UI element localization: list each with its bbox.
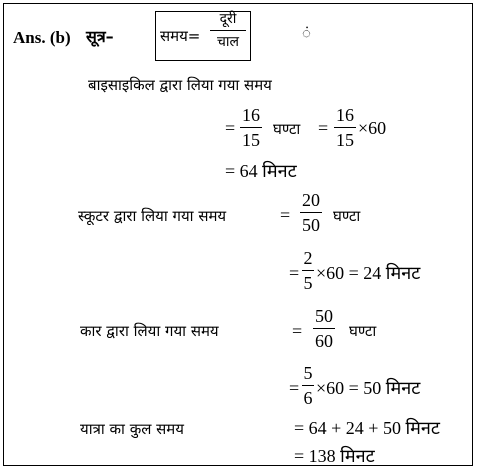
equals-sign: = — [225, 118, 236, 138]
stray-mark: ं — [302, 24, 311, 42]
car-time-label: कार द्वारा लिया गया समय — [80, 322, 219, 340]
scooter-fraction-2 — [302, 248, 314, 293]
total-sum: = 64 + 24 + 50 मिनट — [294, 418, 440, 438]
equals-sign: = — [289, 378, 300, 398]
equals-sign: = — [280, 205, 291, 225]
fraction-bar — [302, 385, 314, 386]
bicycle-time-label: बाइसाइकिल द्वारा लिया गया समय — [88, 76, 272, 94]
numerator: 20 — [302, 190, 320, 210]
total-time-label: यात्रा का कुल समय — [80, 420, 184, 438]
numerator: 16 — [336, 105, 354, 125]
fraction-bar — [300, 212, 322, 213]
bicycle-result: = 64 मिनट — [225, 161, 297, 181]
scooter-result: ×60 = 24 मिनट — [316, 263, 421, 283]
scooter-time-label: स्कूटर द्वारा लिया गया समय — [78, 207, 227, 225]
numerator: 16 — [242, 105, 260, 125]
denominator: 50 — [302, 215, 320, 235]
denominator: 60 — [315, 331, 333, 351]
car-fraction — [313, 306, 335, 351]
fraction-bar — [210, 30, 246, 31]
formula-denominator: चाल — [216, 34, 239, 50]
unit-hour: घण्टा — [333, 207, 361, 225]
times-sixty: ×60 — [358, 118, 387, 138]
fraction-bar — [313, 328, 335, 329]
numerator: 2 — [303, 248, 313, 268]
equals-sign: = — [318, 118, 329, 138]
fraction-bar — [240, 127, 262, 128]
denominator: 5 — [303, 273, 313, 293]
formula-numerator: दूरी — [219, 11, 237, 27]
denominator: 15 — [242, 130, 260, 150]
total-result: = 138 मिनट — [294, 446, 375, 466]
numerator: 50 — [315, 306, 333, 326]
answer-label: Ans. (b) — [13, 28, 71, 47]
equals-sign: = — [292, 321, 303, 341]
numerator: 5 — [303, 363, 313, 383]
bicycle-fraction-1 — [240, 105, 262, 150]
denominator: 15 — [336, 130, 354, 150]
sutra-label: सूत्र– — [86, 27, 114, 46]
unit-hour: घण्टा — [349, 322, 377, 340]
unit-hour: घण्टा — [273, 120, 301, 138]
fraction-bar — [334, 127, 356, 128]
fraction-bar — [302, 270, 314, 271]
equals-sign: = — [289, 263, 300, 283]
scooter-fraction — [300, 190, 322, 235]
bicycle-fraction-2 — [334, 105, 356, 150]
denominator: 6 — [303, 388, 313, 408]
car-result: ×60 = 50 मिनट — [316, 378, 421, 398]
formula-lhs: समय= — [160, 27, 201, 45]
formula-fraction — [210, 10, 246, 51]
car-fraction-2 — [302, 363, 314, 408]
